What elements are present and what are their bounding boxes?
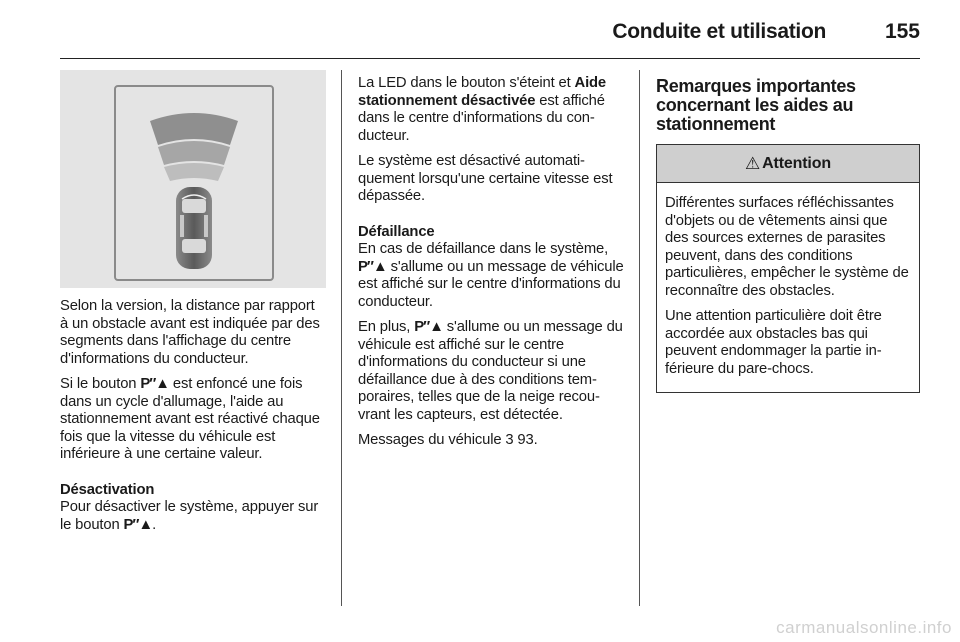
warning-body <box>657 183 919 392</box>
segment-mid <box>158 141 230 165</box>
subheading-failure: Défaillance <box>358 223 435 240</box>
running-title: Conduite et utilisation <box>612 20 826 43</box>
paragraph: Une attention particulière doit être accordée aux obstacles bas qui peuvent endommager la partie inférieure du pare-chocs. <box>665 308 882 377</box>
subheading-deactivation: Désactivation <box>60 481 155 498</box>
page-reference[interactable]: 3 93 <box>505 432 534 448</box>
page-number: 155 <box>884 20 920 43</box>
warning-triangle-icon: ⚠ <box>745 153 761 173</box>
message-text: Aide stationnement désactivée <box>358 75 607 109</box>
paragraph: Si le bouton P″▲ est enfoncé une fois dans un cycle d'allumage, l'aide au stationnement avant est réactivé chaque fois que la vitesse du véhicule est inférieure à une certaine valeur. <box>60 376 320 462</box>
sensor-segments-graphic <box>116 87 272 279</box>
warning-label: Attention <box>762 154 831 172</box>
park-assist-icon: P″▲ <box>358 258 387 275</box>
paragraph: Selon la version, la distance par rapport à un obstacle avant est indiquée par des segments dans l'affichage du centre d'informations du conducteur. <box>60 298 320 367</box>
park-assist-illustration <box>60 70 326 288</box>
page-header <box>60 16 920 56</box>
segment-far <box>150 113 238 145</box>
paragraph: Le système est désactivé automatiquement lorsqu'une certaine vitesse est dépassée. <box>358 153 613 204</box>
watermark: carmanualsonline.info <box>776 618 952 637</box>
column-2 <box>358 75 624 458</box>
paragraph: La LED dans le bouton s'éteint et Aide stationnement désactivée est affiché dans le centre d'informations du conducteur. <box>358 75 607 144</box>
segment-near <box>164 163 224 181</box>
subsection: Défaillance En cas de défaillance dans le système, P″▲ s'allume ou un message de véhicule est affiché sur le centre d'informations du conducteur. <box>358 223 624 310</box>
paragraph: En plus, P″▲ s'allume ou un message du véhicule est affiché sur le centre d'informations du conducteur si une défaillance due à des conditions temporaires, telles que de la neige recouvrant les capteurs, est détectée. <box>358 319 623 423</box>
column-3 <box>656 75 920 393</box>
warning-box <box>656 144 920 393</box>
column-divider <box>341 70 342 606</box>
column-divider <box>639 70 640 606</box>
park-assist-icon: P″▲ <box>123 516 153 533</box>
paragraph: Messages du véhicule 3 93. <box>358 432 538 448</box>
park-assist-icon: P″▲ <box>414 319 443 335</box>
header-rule <box>60 58 920 59</box>
park-assist-icon: P″▲ <box>140 376 169 392</box>
paragraph: Différentes surfaces réfléchissantes d'objets ou de vêtements ainsi que des sources externes de parasites peuvent, dans des conditions particulières, empêcher le système de reconnaître des obstacles. <box>665 195 909 299</box>
display-frame <box>114 85 274 281</box>
subsection: Désactivation Pour désactiver le système, appuyer sur le bouton P″▲. <box>60 481 319 533</box>
column-1 <box>60 298 326 542</box>
warning-header <box>657 145 919 183</box>
section-title: Remarques importantes concernant les aides au stationnement <box>656 76 856 134</box>
